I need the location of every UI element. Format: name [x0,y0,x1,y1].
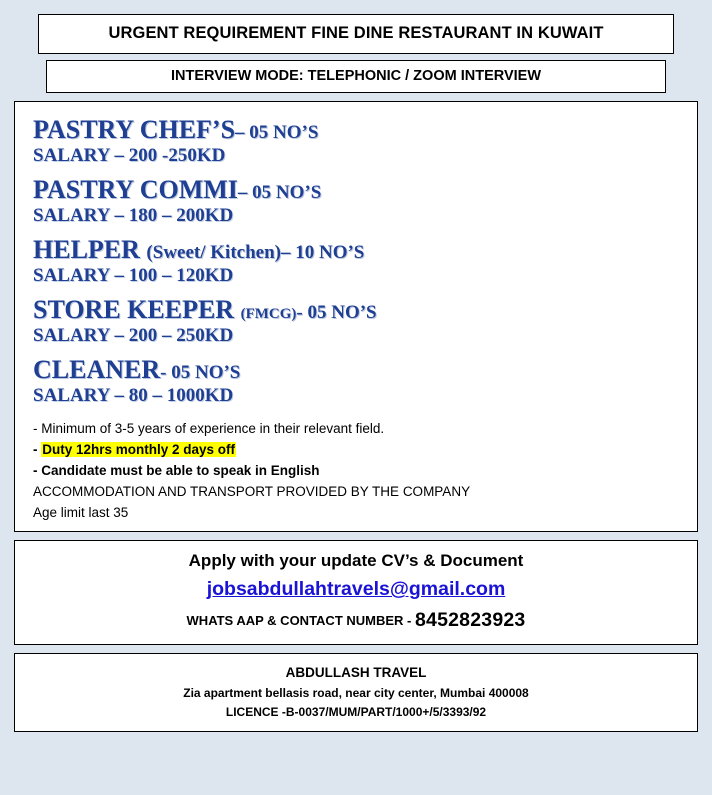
position-entry [33,236,679,287]
position-entry [33,356,679,407]
interview-mode-banner: INTERVIEW MODE: TELEPHONIC / ZOOM INTERVIEW [46,60,666,93]
company-licence: LICENCE -B-0037/MUM/PART/1000+/5/3393/92 [225,705,487,720]
apply-email-link[interactable]: jobsabdullahtravels@gmail.com [206,578,506,601]
position-title [33,356,679,384]
apply-section [14,540,698,645]
note-accommodation: ACCOMMODATION AND TRANSPORT PROVIDED BY THE COMPANY [33,483,471,499]
position-salary: SALARY – 100 – 120KD [33,265,234,287]
position-entry [33,176,679,227]
company-footer [14,653,698,732]
contact-label: WHATS AAP & CONTACT NUMBER - [186,613,412,629]
position-title [33,176,679,204]
position-title-count: - 05 NO’S [160,361,241,383]
position-title-main: PASTRY CHEF’S [33,115,236,144]
apply-title: Apply with your update CV’s & Document [188,551,524,571]
position-title-count: – 05 NO’S [237,181,322,203]
note-duty [33,440,679,461]
position-title-count: – 05 NO’S [235,122,319,143]
position-title-main: CLEANER [33,354,161,384]
position-title [33,296,679,324]
position-salary: SALARY – 200 – 250KD [33,324,234,346]
position-title [33,116,679,144]
position-title-note: (Sweet/ Kitchen) [146,241,281,263]
note-age-limit: Age limit last 35 [33,504,129,520]
note-experience: - Minimum of 3-5 years of experience in their relevant field. [33,420,385,436]
position-entry [33,116,679,167]
contact-line [21,609,691,632]
position-entry [33,296,679,347]
company-name: ABDULLASH TRAVEL [285,665,427,681]
positions-section [14,101,698,532]
note-duty-highlight: Duty 12hrs monthly 2 days off [42,441,236,457]
position-title-count: - 05 NO’S [296,301,377,323]
position-title-count: – 10 NO’S [280,241,365,263]
contact-number[interactable]: 8452823923 [415,609,526,632]
position-salary: SALARY – 80 – 1000KD [33,384,234,406]
position-title-main: HELPER [33,234,140,264]
position-title-main: PASTRY COMMI [33,174,238,204]
position-salary: SALARY – 180 – 200KD [33,205,234,227]
requirements-list [33,419,679,524]
position-title [33,236,679,264]
company-address: Zia apartment bellasis road, near city center, Mumbai 400008 [183,686,529,701]
note-duty-prefix: - [33,441,42,457]
position-title-main: STORE KEEPER [33,294,235,324]
note-english: - Candidate must be able to speak in English [33,462,320,478]
position-salary: SALARY – 200 -250KD [33,145,226,167]
position-title-note: (FMCG) [240,305,297,322]
page-title: URGENT REQUIREMENT FINE DINE RESTAURANT IN KUWAIT [38,14,674,54]
